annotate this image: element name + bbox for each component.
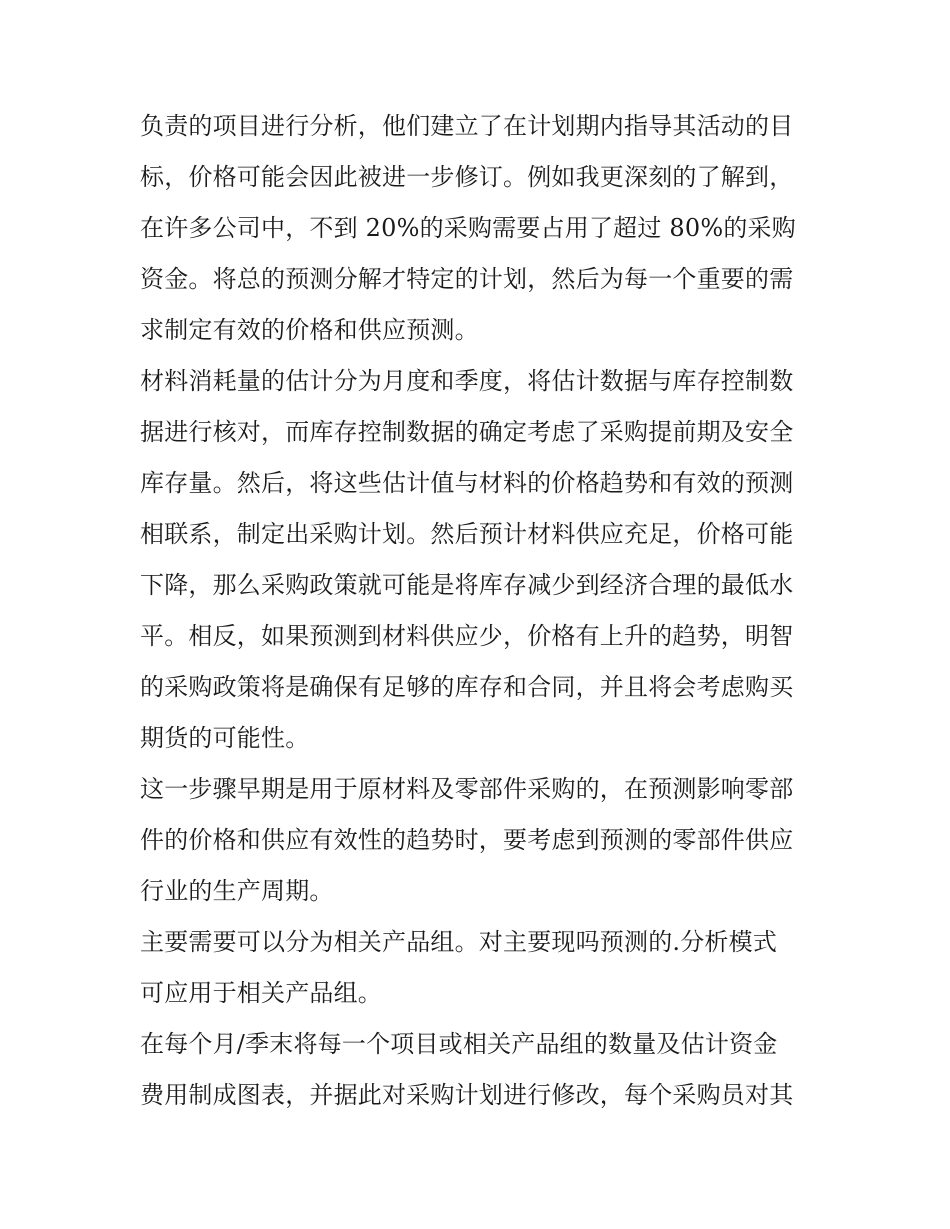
document-body bbox=[140, 101, 820, 1121]
paragraph-3 bbox=[140, 764, 820, 917]
text-line: 费用制成图表，并据此对采购计划进行修改，每个采购员对其 bbox=[140, 1081, 794, 1109]
paragraph-5 bbox=[140, 1019, 820, 1121]
text-line: 的采购政策将是确保有足够的库存和合同，并且将会考虑购买 bbox=[140, 673, 794, 701]
text-line: 平。相反，如果预测到材料供应少，价格有上升的趋势，明智 bbox=[140, 622, 794, 650]
text-line: 件的价格和供应有效性的趋势时，要考虑到预测的零部件供应 bbox=[140, 826, 794, 854]
text-line: 行业的生产周期。 bbox=[140, 877, 334, 905]
text-line: 下降，那么采购政策就可能是将库存减少到经济合理的最低水 bbox=[140, 571, 794, 599]
paragraph-4 bbox=[140, 917, 820, 1019]
text-line: 资金。将总的预测分解才特定的计划，然后为每一个重要的需 bbox=[140, 265, 794, 293]
text-line: 可应用于相关产品组。 bbox=[140, 979, 382, 1007]
text-line: 材料消耗量的估计分为月度和季度，将估计数据与库存控制数 bbox=[140, 367, 794, 395]
text-line: 期货的可能性。 bbox=[140, 724, 310, 752]
text-line: 这一步骤早期是用于原材料及零部件采购的，在预测影响零部 bbox=[140, 775, 794, 803]
text-line: 相联系，制定出采购计划。然后预计材料供应充足，价格可能 bbox=[140, 520, 794, 548]
text-line: 据进行核对，而库存控制数据的确定考虑了采购提前期及安全 bbox=[140, 418, 794, 446]
text-line: 在每个月/季末将每一个项目或相关产品组的数量及估计资金 bbox=[140, 1030, 778, 1058]
paragraph-1 bbox=[140, 101, 820, 356]
text-line: 负责的项目进行分析，他们建立了在计划期内指导其活动的目 bbox=[140, 112, 794, 140]
text-line: 在许多公司中，不到 20%的采购需要占用了超过 80%的采购 bbox=[140, 214, 796, 242]
text-line: 标，价格可能会因此被进一步修订。例如我更深刻的了解到， bbox=[140, 163, 794, 191]
text-line: 主要需要可以分为相关产品组。对主要现吗预测的.分析模式 bbox=[140, 928, 778, 956]
text-line: 求制定有效的价格和供应预测。 bbox=[140, 316, 479, 344]
text-line: 库存量。然后，将这些估计值与材料的价格趋势和有效的预测 bbox=[140, 469, 794, 497]
paragraph-2 bbox=[140, 356, 820, 764]
